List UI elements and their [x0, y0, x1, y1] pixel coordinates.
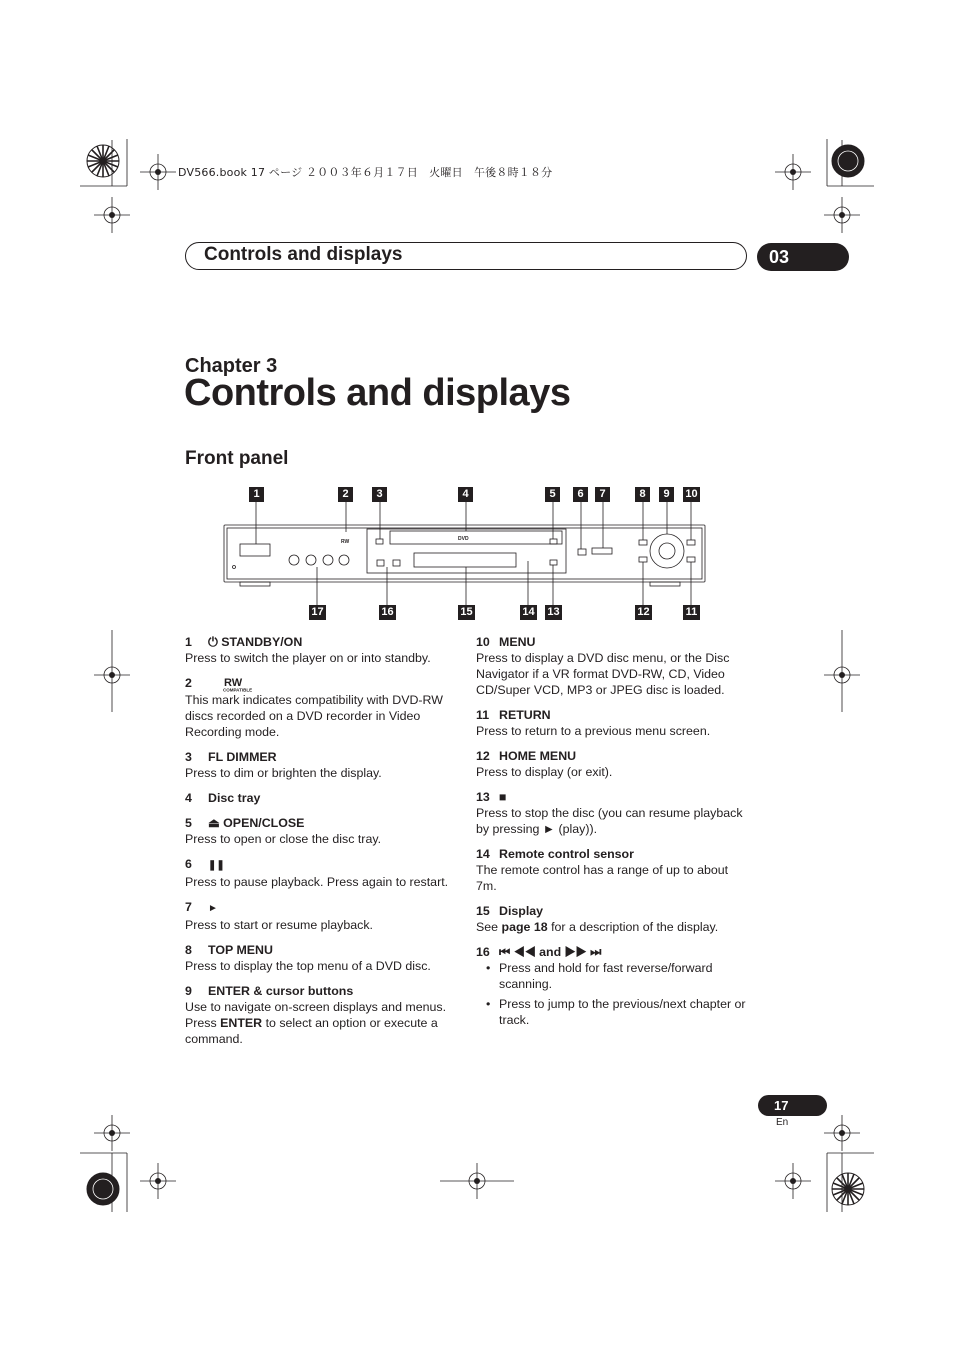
item-4: 4 Disc tray — [185, 790, 261, 805]
callout-12: 12 — [635, 605, 652, 620]
power-icon: ⏻ — [208, 635, 218, 649]
section-title: Front panel — [185, 448, 289, 469]
item-5: 5 ⏏ OPEN/CLOSE Press to open or close the disc tray. — [185, 815, 382, 846]
right-column — [476, 634, 746, 1037]
callout-7: 7 — [595, 487, 610, 502]
svg-text:COMPATIBLE: COMPATIBLE — [223, 687, 253, 692]
item-10: 10 MENU Press to display a DVD disc menu, or the Disc Navigator if a VR format DVD-RW, CD, Video CD/Super VCD, MP3 or JPEG disc is loaded. — [476, 635, 730, 697]
front-panel-diagram — [220, 485, 710, 625]
chapter-number-badge: 03 — [757, 243, 849, 271]
item-12: 12 HOME MENU Press to display (or exit). — [476, 749, 613, 779]
language-code: En — [776, 1117, 789, 1128]
print-header-meta: DV566.book 17 ページ ２００３年６月１７日 火曜日 午後８時１８分 — [178, 166, 553, 179]
callout-14: 14 — [520, 605, 537, 620]
callout-17: 17 — [309, 605, 326, 620]
svg-text:RW: RW — [224, 676, 243, 689]
page-title: Controls and displays — [184, 372, 571, 414]
pause-icon: ❚❚ — [208, 859, 225, 871]
item-15: 15 Display See page 18 for a description of the display. — [476, 904, 719, 934]
item-3: 3 FL DIMMER Press to dim or brighten the display. — [185, 749, 382, 780]
rw-compatible-logo-icon — [223, 676, 253, 692]
header-title: Controls and displays — [204, 244, 403, 265]
callout-1: 1 — [249, 487, 264, 502]
chapter-label: Chapter 3 — [185, 355, 278, 377]
list-item: • Press to jump to the previous/next chapter or track. — [499, 996, 746, 1028]
skip-scan-icons: ⏮ ◀◀ and ▶▶ ⏭ — [499, 945, 602, 959]
item-2: 2 RW COMPATIBLE This mark indicates compatibility with DVD-RW discs recorded on a DVD recorder in Video Recording mode. — [185, 676, 443, 739]
callout-10: 10 — [683, 487, 700, 502]
play-icon: ► — [208, 902, 218, 914]
callout-16: 16 — [379, 605, 396, 620]
callout-11: 11 — [683, 605, 700, 620]
list-item: • Press and hold for fast reverse/forward scanning. — [499, 960, 746, 992]
item-16: 16 ⏮ ◀◀ and ▶▶ ⏭ • Press and hold for fast reverse/forward scanning. • Press to jump to the previous/next chapter or track. — [476, 944, 746, 1028]
item-6: 6 ❚❚ Press to pause playback. Press again to restart. — [185, 856, 449, 889]
callout-9: 9 — [659, 487, 674, 502]
item-14: 14 Remote control sensor The remote control has a range of up to about 7m. — [476, 847, 729, 893]
callout-15: 15 — [458, 605, 475, 620]
item-8: 8 TOP MENU Press to display the top menu of a DVD disc. — [185, 942, 431, 973]
callout-13: 13 — [545, 605, 562, 620]
callout-8: 8 — [635, 487, 650, 502]
callout-6: 6 — [573, 487, 588, 502]
left-column — [185, 634, 460, 1056]
item-9: 9 ENTER & cursor buttons Use to navigate on-screen displays and menus. Press ENTER to select an option or execute a command. — [185, 983, 447, 1046]
item-11: 11 RETURN Press to return to a previous menu screen. — [476, 708, 711, 738]
callout-5: 5 — [545, 487, 560, 502]
eject-icon: ⏏ — [208, 815, 220, 830]
item-7: 7 ► Press to start or resume playback. — [185, 899, 373, 932]
stop-icon: ■ — [499, 790, 507, 804]
item-1: 1 ⏻ STANDBY/ON Press to switch the player on or into standby. — [185, 635, 431, 665]
diagram-dvd-logo: DVD — [458, 536, 469, 542]
callout-2: 2 — [338, 487, 353, 502]
item-13: 13 ■ Press to stop the disc (you can resume playback by pressing ► (play)). — [476, 790, 743, 836]
callout-4: 4 — [458, 487, 473, 502]
callout-3: 3 — [372, 487, 387, 502]
diagram-rw-logo: RW — [341, 539, 350, 545]
page-number-badge: 17 — [758, 1095, 827, 1116]
